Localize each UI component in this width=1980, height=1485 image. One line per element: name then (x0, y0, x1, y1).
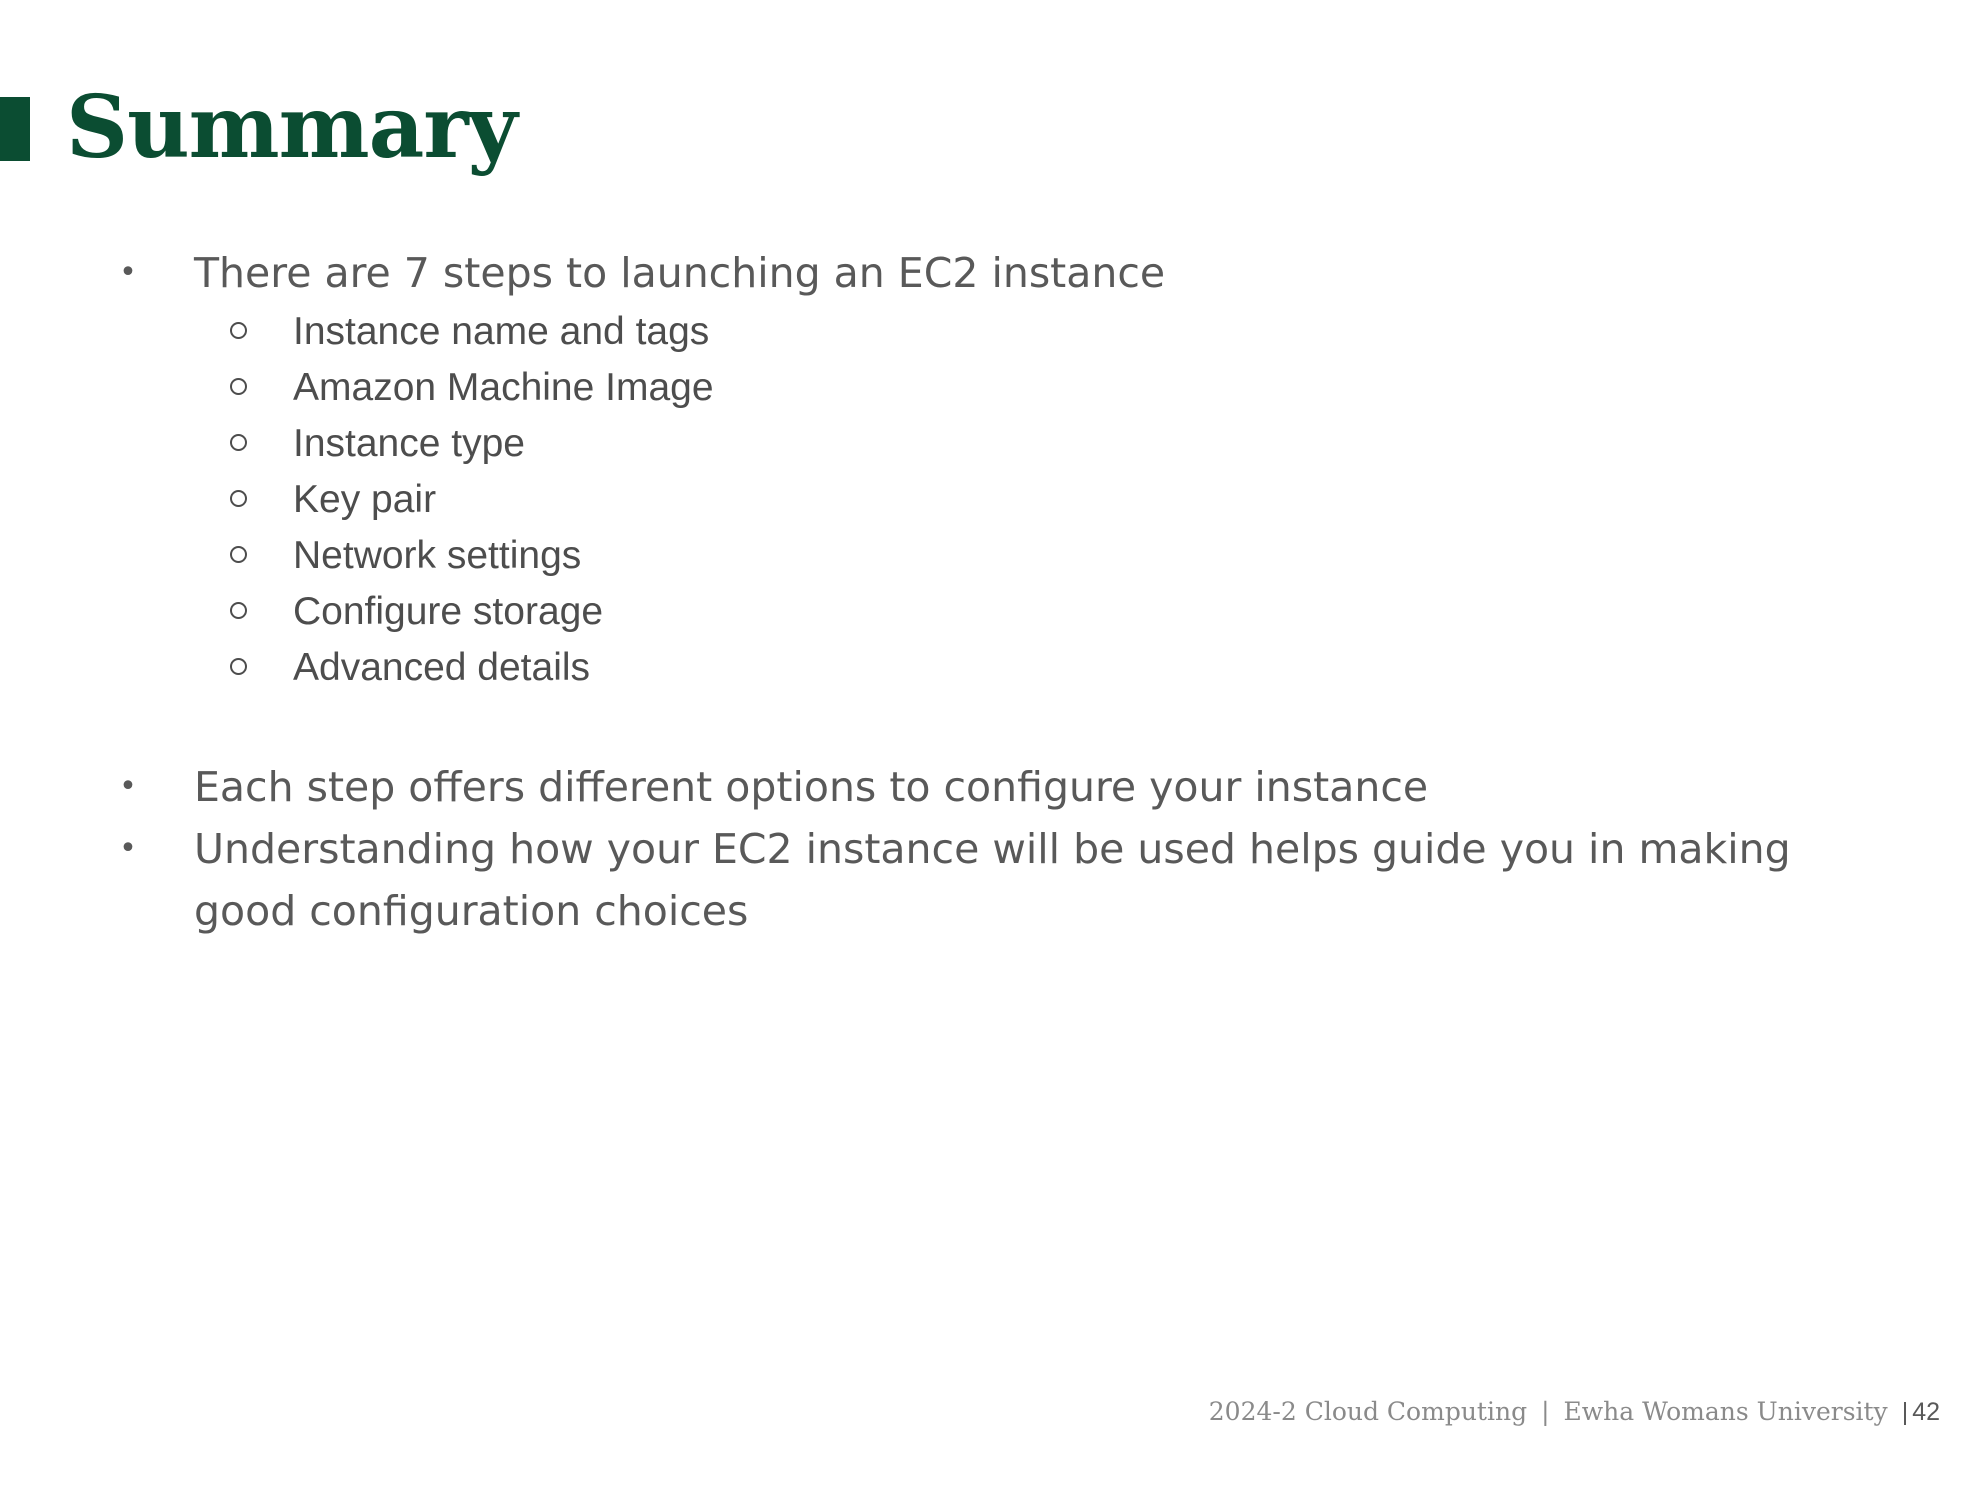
bullet-marker: • (119, 255, 137, 290)
sub-list-item (0, 584, 1980, 640)
bullet-item (0, 818, 1980, 942)
hollow-circle-bullet-icon (230, 658, 247, 675)
bullet-item (0, 242, 1980, 304)
footer-course: 2024-2 Cloud Computing (1208, 1397, 1528, 1426)
footer-university: Ewha Womans University (1563, 1397, 1888, 1426)
sub-list-item (0, 360, 1980, 416)
footer-separator: | (1541, 1397, 1550, 1426)
footer-page-prefix: | (1901, 1398, 1909, 1426)
hollow-circle-bullet-icon (230, 602, 247, 619)
hollow-circle-bullet-icon (230, 546, 247, 563)
bullet-text: Each step offers different options to configure your instance (194, 763, 1429, 811)
sub-item-text: Amazon Machine Image (293, 366, 714, 409)
bullet-marker: • (119, 831, 137, 866)
page-number: 42 (1912, 1398, 1940, 1426)
bullet-text: Understanding how your EC2 instance will be used helps guide you in making good configuration choices (194, 825, 1791, 935)
page-title: Summary (66, 77, 517, 178)
slide-footer (1209, 1394, 1940, 1431)
hollow-circle-bullet-icon (230, 490, 247, 507)
sub-item-text: Configure storage (293, 590, 604, 633)
sub-item-text: Key pair (293, 478, 437, 521)
hollow-circle-bullet-icon (230, 322, 247, 339)
hollow-circle-bullet-icon (230, 434, 247, 451)
sub-item-text: Network settings (293, 534, 582, 577)
sub-item-text: Instance type (293, 422, 525, 465)
sub-list-item (0, 304, 1980, 360)
title-accent-bar (0, 97, 30, 161)
sub-list-item (0, 528, 1980, 584)
bullet-item (0, 756, 1980, 818)
sub-list-item (0, 640, 1980, 696)
bullet-marker: • (119, 769, 137, 804)
sub-list-item (0, 416, 1980, 472)
bullet-text: There are 7 steps to launching an EC2 instance (194, 249, 1166, 297)
sub-item-text: Instance name and tags (293, 310, 710, 353)
sub-item-text: Advanced details (293, 646, 591, 689)
sub-list-item (0, 472, 1980, 528)
hollow-circle-bullet-icon (230, 378, 247, 395)
